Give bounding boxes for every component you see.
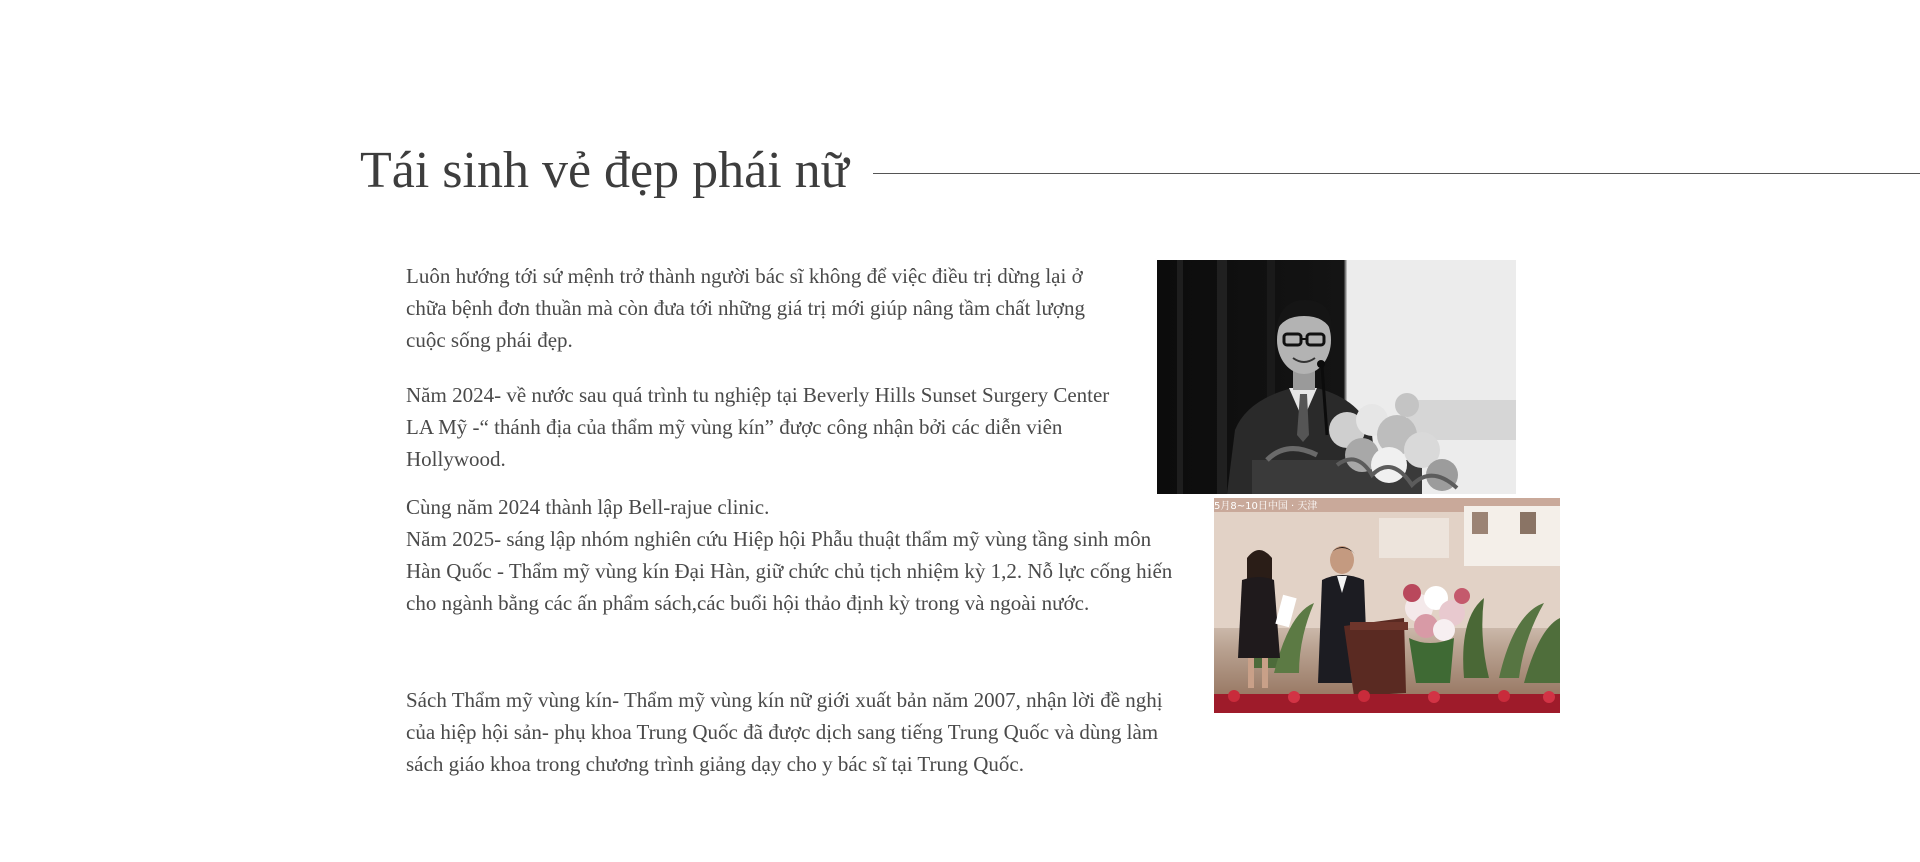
title-divider [873, 173, 1920, 174]
speaker-photo [1157, 260, 1516, 494]
book-paragraph: Sách Thẩm mỹ vùng kín- Thẩm mỹ vùng kín nữ giới xuất bản năm 2007, nhận lời đề nghị của hiệp hội sản- phụ khoa Trung Quốc đã được dịch sang tiếng Trung Quốc và dùng làm sách giáo khoa trong chương trình giảng dạy cho y bác sĩ tại Trung Quốc. [406, 688, 1163, 776]
conference-photo [1214, 498, 1560, 713]
stage-banner-text: 5月8~10日中国 · 天津 [1214, 501, 1318, 512]
mission-paragraph: Luôn hướng tới sứ mệnh trở thành người bác sĩ không để việc điều trị dừng lại ở chữa bệnh đơn thuần mà còn đưa tới những giá trị mới giúp nâng tầm chất lượng cuộc sống phái đẹp. [406, 264, 1085, 352]
section-title: Tái sinh vẻ đẹp phái nữ [360, 142, 849, 199]
founding-2025-paragraph: Năm 2025- sáng lập nhóm nghiên cứu Hiệp hội Phẫu thuật thẩm mỹ vùng tầng sinh môn Hàn Quốc - Thẩm mỹ vùng kín Đại Hàn, giữ chức chủ tịch nhiệm kỳ 1,2. Nỗ lực cống hiến cho ngành bằng các ấn phẩm sách,các buổi hội thảo định kỳ trong và ngoài nước. [406, 527, 1173, 615]
speaker-photo-image [1157, 260, 1516, 494]
clinic-2024-paragraph: Cùng năm 2024 thành lập Bell-rajue clinic. [406, 495, 770, 519]
return-2024-paragraph: Năm 2024- về nước sau quá trình tu nghiệp tại Beverly Hills Sunset Surgery Center LA Mỹ -“ thánh địa của thẩm mỹ vùng kín” được công nhận bởi các diễn viên Hollywood. [406, 383, 1110, 471]
conference-photo-image [1214, 498, 1560, 713]
